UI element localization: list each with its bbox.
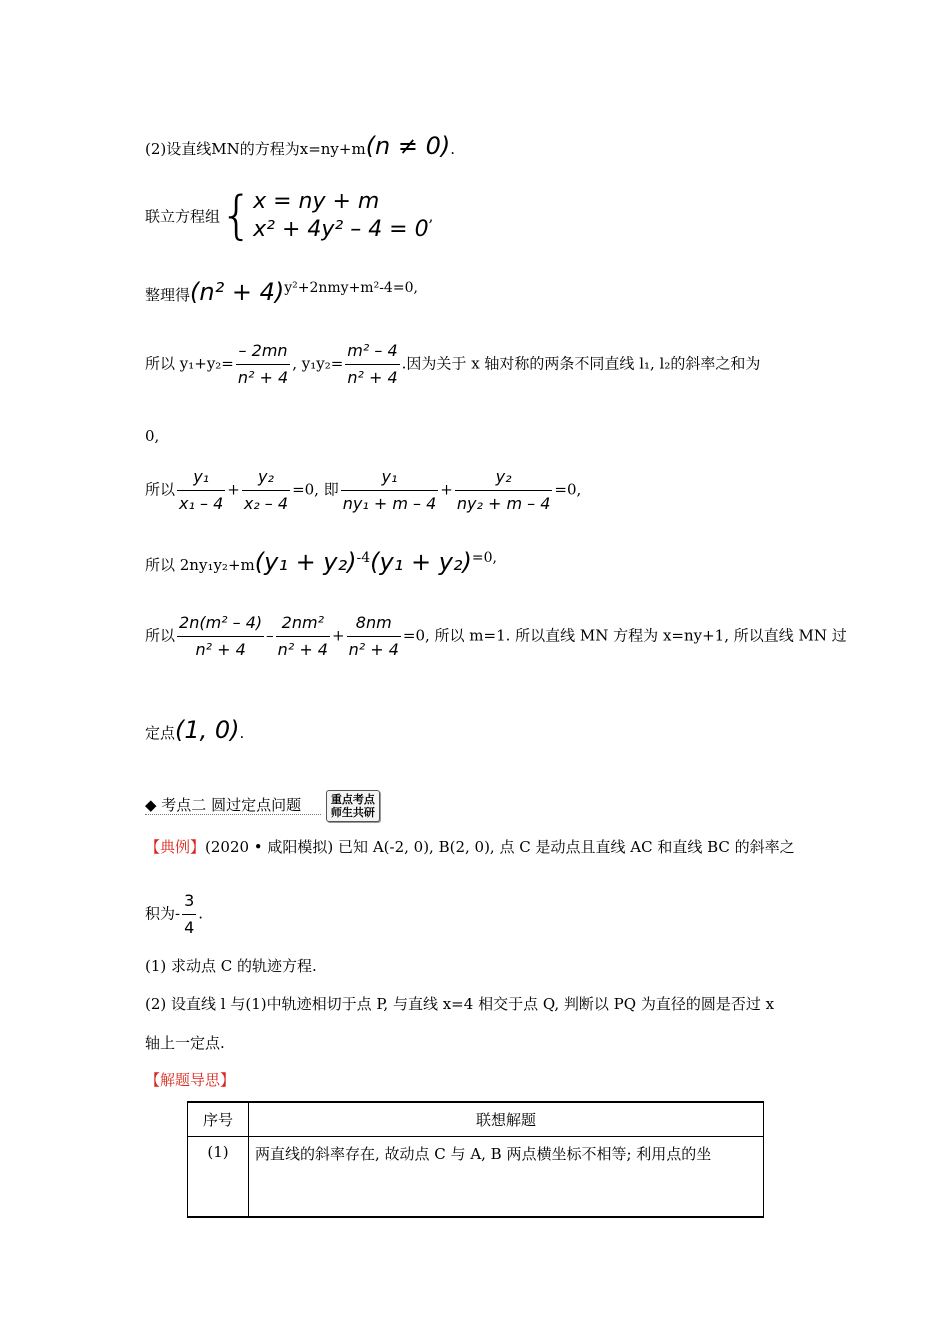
fraction-2 xyxy=(242,466,290,515)
denominator: x₂ – 4 xyxy=(243,494,289,513)
numerator: y₂ xyxy=(455,466,553,491)
numerator: y₁ xyxy=(177,466,225,491)
denominator: x₁ – 4 xyxy=(179,494,224,513)
line-5: 0, xyxy=(145,427,160,445)
equation-2: x² + 4y² – 4 = 0 xyxy=(253,217,429,242)
header-cell: 联想解题 xyxy=(249,1102,764,1137)
denominator: n² + 4 xyxy=(348,640,399,659)
denominator: n² + 4 xyxy=(237,368,289,387)
text: 联立方程组 xyxy=(145,207,221,226)
text: (2)设直线MN的方程为x=ny+m xyxy=(145,140,366,158)
punct: . xyxy=(450,140,456,158)
end: =0, xyxy=(554,480,582,499)
table-row xyxy=(188,1137,764,1217)
guide-heading: 【解题导思】 xyxy=(145,1071,236,1089)
prefix: 所以 xyxy=(145,480,176,499)
math-2: (y₁ + y₂) xyxy=(370,548,472,576)
fraction-2 xyxy=(345,340,399,389)
plus: + xyxy=(227,480,240,499)
math: (n ≠ 0) xyxy=(365,132,451,160)
fraction-1 xyxy=(177,466,225,515)
numerator: y₁ xyxy=(341,466,439,491)
denominator: n² + 4 xyxy=(195,640,246,659)
line-9 xyxy=(145,716,244,744)
numerator: 8nm xyxy=(347,612,401,637)
section-badge xyxy=(326,790,380,822)
numerator: 2nm² xyxy=(276,612,330,637)
denominator: ny₁ + m – 4 xyxy=(342,494,437,513)
numerator: 3 xyxy=(182,890,196,915)
plus: + xyxy=(440,480,453,499)
rest: y²+2nmy+m²-4=0, xyxy=(284,280,418,296)
minus: – xyxy=(266,626,274,645)
rest: =0, 所以 m=1. 所以直线 MN 方程为 x=ny+1, 所以直线 MN 过 xyxy=(402,626,847,645)
rest: .因为关于 x 轴对称的两条不同直线 l₁, l₂的斜率之和为 xyxy=(401,354,761,373)
denominator: 4 xyxy=(184,918,195,937)
fraction-4 xyxy=(455,466,553,515)
line-6 xyxy=(145,466,581,515)
mid: -4 xyxy=(356,550,371,566)
numerator: m² – 4 xyxy=(345,340,399,365)
fraction-2 xyxy=(276,612,330,661)
question-1: (1) 求动点 C 的轨迹方程. xyxy=(145,957,317,975)
numerator: 2n(m² – 4) xyxy=(177,612,264,637)
fraction xyxy=(182,890,196,939)
line-2 xyxy=(145,188,433,244)
question-2-cont: 轴上一定点. xyxy=(145,1034,225,1052)
denominator: n² + 4 xyxy=(277,640,328,659)
section-title: ◆ 考点二 圆过定点问题 xyxy=(145,796,321,815)
punct: . xyxy=(198,904,204,923)
denominator: ny₂ + m – 4 xyxy=(456,494,551,513)
example-text: (2020 • 咸阳模拟) 已知 A(-2, 0), B(2, 0), 点 C 是动点且直线 AC 和直线 BC 的斜率之 xyxy=(205,838,795,856)
line-7 xyxy=(145,548,497,576)
example-line-2 xyxy=(145,890,203,939)
text: 积为- xyxy=(145,904,181,923)
question-2: (2) 设直线 l 与(1)中轨迹相切于点 P, 与直线 x=4 相交于点 Q, 判断以 PQ 为直径的圆是否过 x xyxy=(145,995,775,1013)
equation-system xyxy=(253,188,429,244)
mid: =0, 即 xyxy=(292,480,339,499)
badge-line-2: 师生共研 xyxy=(330,806,375,819)
section-heading xyxy=(145,790,380,822)
fraction-1 xyxy=(177,612,264,661)
math: (n² + 4) xyxy=(190,278,285,306)
fraction-3 xyxy=(347,612,401,661)
badge-line-1: 重点考点 xyxy=(330,793,375,806)
text: 整理得 xyxy=(145,286,191,304)
end: =0, xyxy=(471,550,497,566)
line-8 xyxy=(145,612,847,661)
fraction-1 xyxy=(236,340,290,389)
line-3 xyxy=(145,278,418,306)
prefix: 所以 y₁+y₂= xyxy=(145,354,234,373)
mid: , y₁y₂= xyxy=(292,354,344,373)
table-cell: 两直线的斜率存在, 故动点 C 与 A, B 两点横坐标不相等; 利用点的坐 xyxy=(249,1137,764,1217)
example-tag: 【典例】 xyxy=(145,838,206,856)
equation-1: x = ny + m xyxy=(253,189,380,214)
text: 定点 xyxy=(145,724,176,742)
solution-table xyxy=(187,1101,764,1218)
denominator: n² + 4 xyxy=(347,368,398,387)
example-line xyxy=(145,836,795,857)
math-1: (y₁ + y₂) xyxy=(254,548,357,576)
prefix: 所以 2ny₁y₂+m xyxy=(145,556,255,574)
fraction-3 xyxy=(341,466,439,515)
line-1 xyxy=(145,132,455,160)
numerator: y₂ xyxy=(242,466,290,491)
brace-icon: { xyxy=(220,186,254,246)
punct: , xyxy=(428,207,434,225)
punct: . xyxy=(239,724,245,742)
line-4 xyxy=(145,340,760,389)
plus: + xyxy=(331,626,345,645)
table-header-row xyxy=(188,1102,764,1137)
numerator: – 2mn xyxy=(236,340,290,365)
prefix: 所以 xyxy=(145,626,176,645)
math: (1, 0) xyxy=(175,716,240,744)
header-cell: 序号 xyxy=(188,1102,249,1137)
table-cell: (1) xyxy=(188,1137,249,1217)
